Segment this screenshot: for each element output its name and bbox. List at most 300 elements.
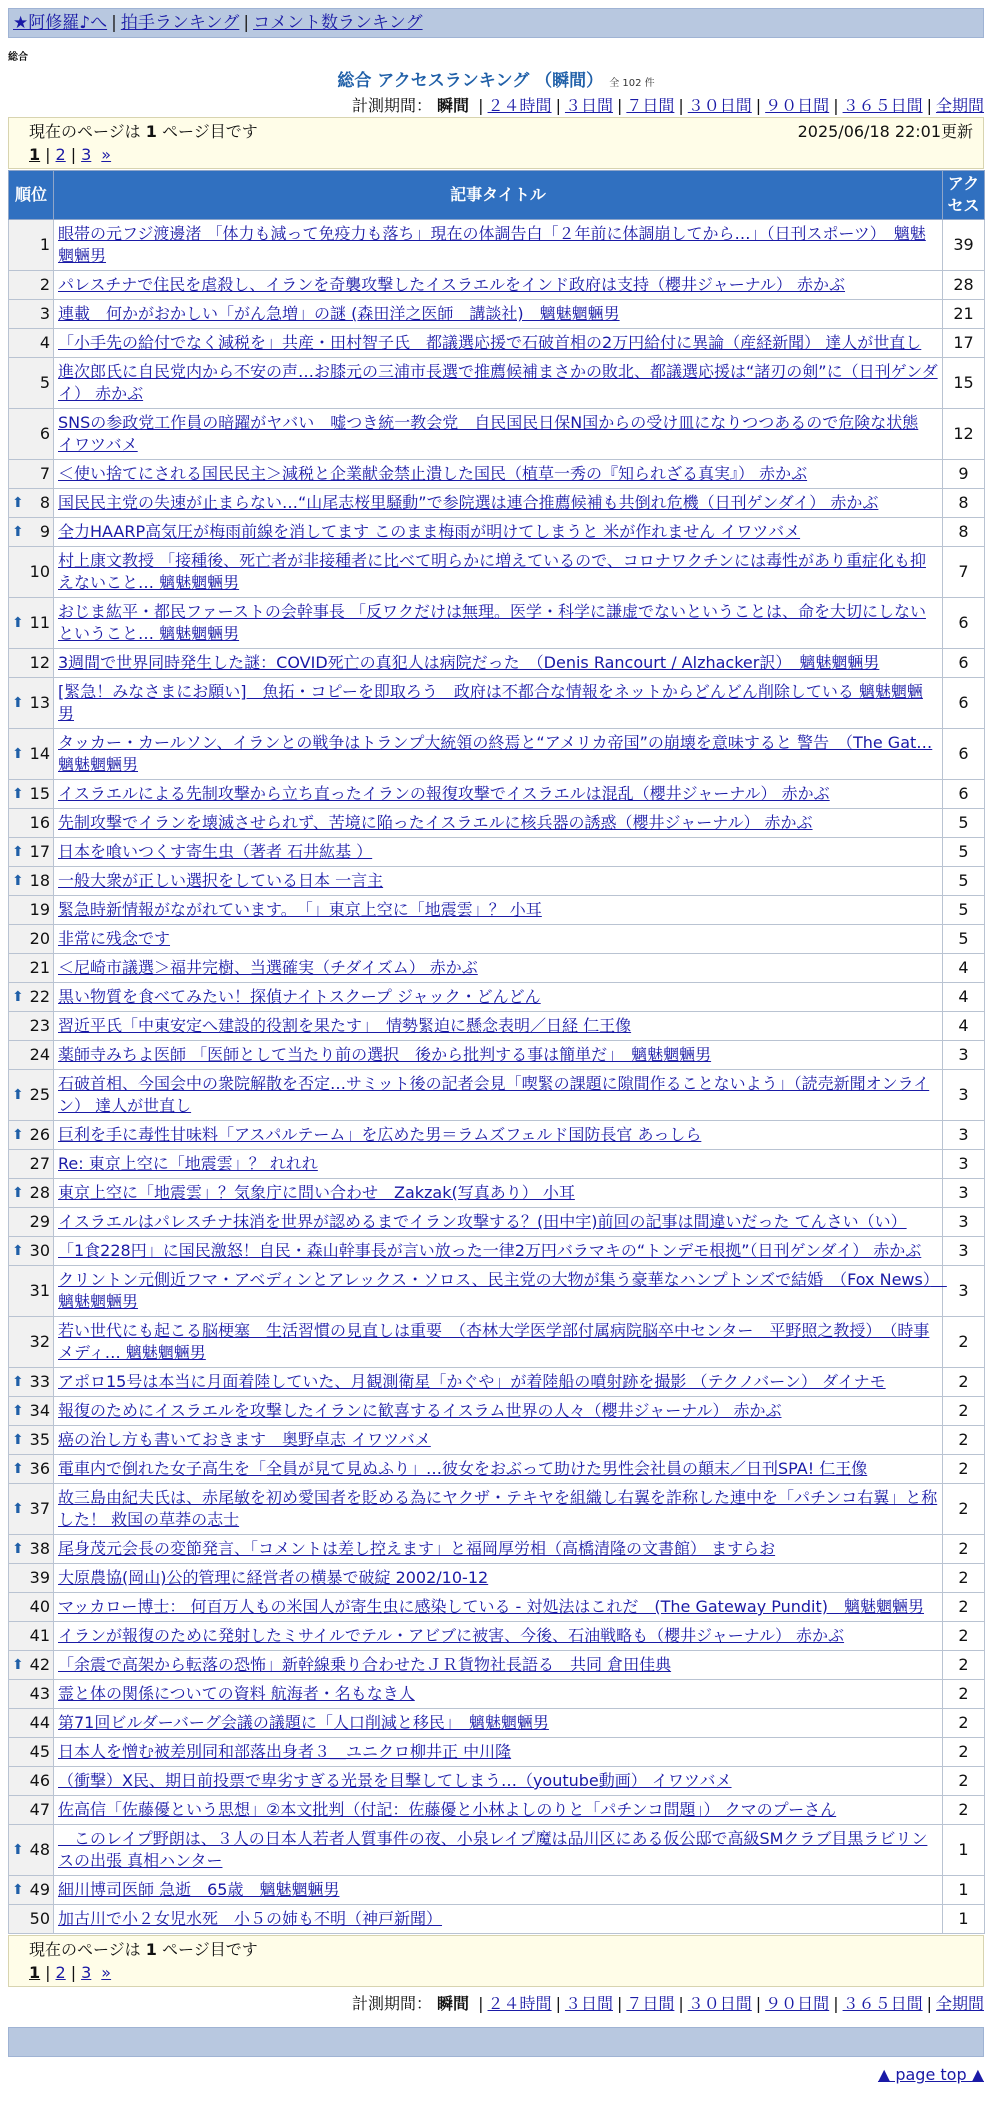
article-title-link[interactable]: 若い世代にも起こる脳梗塞 生活習慣の見直しは重要 （杏林大学医学部付属病院脳卒中センター 平野照之教授） （時事メディ… 魑魅魍魎男 bbox=[58, 1321, 930, 1362]
article-title-link[interactable]: おじま紘平・都民ファーストの会幹事長 「反ワクだけは無理。医学・科学に謙虚でないということは、命を大切にしないということ… 魑魅魍魎男 bbox=[58, 602, 926, 643]
article-title-link[interactable]: 先制攻撃でイランを壊滅させられず、苦境に陥ったイスラエルに核兵器の誘惑（櫻井ジャーナル） 赤かぶ bbox=[58, 813, 813, 832]
rank-cell bbox=[9, 1876, 54, 1905]
rank-number: 33 bbox=[29, 1372, 50, 1391]
rank-cell bbox=[9, 1709, 54, 1738]
period-sep: | bbox=[926, 96, 932, 115]
rank-number: 23 bbox=[29, 1016, 50, 1035]
table-row bbox=[9, 649, 985, 678]
rank-number: 26 bbox=[29, 1125, 50, 1144]
period-sep: | bbox=[616, 1994, 623, 2013]
rank-cell bbox=[9, 329, 54, 358]
rank-cell bbox=[9, 1680, 54, 1709]
table-row bbox=[9, 271, 985, 300]
article-title-link[interactable]: Re: 東京上空に「地震雲」？ れれれ bbox=[58, 1154, 318, 1173]
title-cell bbox=[54, 1622, 943, 1651]
access-count: 3 bbox=[943, 1266, 985, 1317]
article-title-link[interactable]: 細川博司医師 急逝 65歳 魑魅魍魎男 bbox=[58, 1880, 340, 1899]
period-link[interactable]: ３０日間 bbox=[687, 96, 752, 115]
access-count: 2 bbox=[943, 1397, 985, 1426]
pager-links: 1 | 2 | 3 » bbox=[29, 1963, 112, 1982]
table-row bbox=[9, 983, 985, 1012]
ranking-title: 総合 アクセスランキング （瞬間） bbox=[337, 71, 604, 91]
period-sep: | bbox=[678, 1994, 684, 2013]
article-title-link[interactable]: 全力HAARP高気圧が梅雨前線を消してます このまま梅雨が明けてしまうと 米が作れません イワツバメ bbox=[58, 522, 801, 541]
title-cell bbox=[54, 460, 943, 489]
period-current: 瞬間 bbox=[437, 96, 470, 115]
rank-number: 15 bbox=[29, 784, 50, 803]
table-row bbox=[9, 460, 985, 489]
title-cell bbox=[54, 1070, 943, 1121]
article-title-link[interactable]: 3週間で世界同時発生した謎：COVID死亡の真犯人は病院だった （Denis Rancourt / Alzhacker訳） 魑魅魍魎男 bbox=[58, 653, 880, 672]
table-row bbox=[9, 1070, 985, 1121]
period-link[interactable]: ２４時間 bbox=[487, 1994, 552, 2013]
rank-number: 7 bbox=[39, 464, 50, 483]
table-row bbox=[9, 358, 985, 409]
title-cell bbox=[54, 1484, 943, 1535]
title-cell bbox=[54, 925, 943, 954]
rank-number: 18 bbox=[29, 871, 50, 890]
article-title-link[interactable]: 大原農協(岡山)公的管理に経営者の横暴で破綻 2002/10-12 bbox=[58, 1568, 489, 1587]
period-label: 計測期間： bbox=[351, 1994, 432, 2013]
rank-number: 36 bbox=[29, 1459, 50, 1478]
rank-up-arrow-icon: ⬆ bbox=[12, 1541, 24, 1557]
article-title-link[interactable]: 第71回ビルダーバーグ会議の議題に「人口削減と移民」 魑魅魍魎男 bbox=[58, 1713, 549, 1732]
table-header-row bbox=[9, 171, 985, 220]
access-count: 21 bbox=[943, 300, 985, 329]
table-row bbox=[9, 1012, 985, 1041]
title-cell bbox=[54, 1266, 947, 1317]
article-title-link[interactable]: 故三島由紀夫氏は、赤尾敏を初め愛国者を貶める為にヤクザ・テキヤを組織し右翼を詐称した連中を「パチンコ右翼」と称した！ 救国の草莽の志士 bbox=[58, 1488, 938, 1529]
access-count: 2 bbox=[943, 1709, 985, 1738]
article-title-link[interactable]: 薬師寺みちよ医師 「医師として当たり前の選択 後から批判する事は簡単だ」 魑魅魍魎男 bbox=[58, 1045, 712, 1064]
header-rank: 順位 bbox=[9, 171, 54, 220]
article-title-link[interactable]: アポロ15号は本当に月面着陸していた、月観測衛星「かぐや」が着陸船の噴射跡を撮影 （テクノバーン） ダイナモ bbox=[58, 1372, 886, 1391]
article-title-link[interactable]: イスラエルはパレスチナ抹消を世界が認めるまでイラン攻撃する？(田中宇)前回の記事は間違いだった てんさい（い） bbox=[58, 1212, 907, 1231]
article-title-link[interactable]: 加古川で小２女児水死 小５の姉も不明（神戸新聞） bbox=[58, 1909, 443, 1928]
title-cell bbox=[54, 954, 943, 983]
rank-cell bbox=[9, 1179, 54, 1208]
rank-cell bbox=[9, 896, 54, 925]
rank-number: 38 bbox=[29, 1539, 50, 1558]
period-link[interactable]: ３６５日間 bbox=[842, 96, 923, 115]
rank-cell bbox=[9, 1266, 54, 1317]
table-row bbox=[9, 1796, 985, 1825]
article-title-link[interactable]: クリントン元側近フマ・アベディンとアレックス・ソロス、民主党の大物が集う豪華なハンプトンズで結婚 （Fox News） 魑魅魍魎男 bbox=[58, 1270, 947, 1311]
period-link[interactable]: ９０日間 bbox=[765, 96, 830, 115]
period-link[interactable]: ９０日間 bbox=[765, 1994, 830, 2013]
title-cell bbox=[54, 896, 943, 925]
access-count: 12 bbox=[943, 409, 985, 460]
rank-cell bbox=[9, 598, 54, 649]
rank-cell bbox=[9, 518, 54, 547]
rank-number: 35 bbox=[29, 1430, 50, 1449]
article-title-link[interactable]: 一般大衆が正しい選択をしている日本 一言主 bbox=[58, 871, 384, 890]
title-cell bbox=[54, 1237, 943, 1266]
rank-number: 8 bbox=[39, 493, 50, 512]
page-current: 1 bbox=[29, 145, 41, 164]
rank-number: 45 bbox=[29, 1742, 50, 1761]
rank-cell bbox=[9, 1825, 54, 1876]
rank-up-arrow-icon: ⬆ bbox=[12, 615, 24, 631]
page-link-3[interactable]: 3 bbox=[81, 145, 92, 164]
rank-number: 32 bbox=[29, 1332, 50, 1351]
title-cell bbox=[54, 1535, 943, 1564]
rank-number: 34 bbox=[29, 1401, 50, 1420]
access-count: 3 bbox=[943, 1041, 985, 1070]
table-row bbox=[9, 300, 985, 329]
access-count: 9 bbox=[943, 460, 985, 489]
title-cell bbox=[54, 780, 943, 809]
pager-status: 現在のページは 1 ページ目です bbox=[29, 122, 258, 141]
period-sep: | bbox=[926, 1994, 932, 2013]
access-count: 2 bbox=[943, 1317, 985, 1368]
title-cell bbox=[54, 1317, 943, 1368]
rank-cell bbox=[9, 1796, 54, 1825]
access-count: 2 bbox=[943, 1738, 985, 1767]
title-cell bbox=[54, 809, 943, 838]
table-row bbox=[9, 838, 985, 867]
title-cell bbox=[54, 1397, 943, 1426]
access-count: 2 bbox=[943, 1651, 985, 1680]
access-count: 2 bbox=[943, 1767, 985, 1796]
rank-number: 39 bbox=[29, 1568, 50, 1587]
rank-cell bbox=[9, 1397, 54, 1426]
article-title-link[interactable]: 習近平氏「中東安定へ建設的役割を果たす」 情勢緊迫に懸念表明／日経 仁王像 bbox=[58, 1016, 632, 1035]
article-title-link[interactable]: ＜使い捨てにされる国民民主＞減税と企業献金禁止潰した国民（植草一秀の『知られざる真実』） 赤かぶ bbox=[58, 464, 808, 483]
access-count: 5 bbox=[943, 867, 985, 896]
rank-cell bbox=[9, 1484, 54, 1535]
period-selector-bottom bbox=[8, 1993, 984, 2015]
title-cell bbox=[54, 547, 943, 598]
rank-cell bbox=[9, 358, 54, 409]
rank-cell bbox=[9, 809, 54, 838]
total-count: 全 102 件 bbox=[609, 78, 655, 89]
article-title-link[interactable]: 霊と体の関係についての資料 航海者・名もなき人 bbox=[58, 1684, 415, 1703]
rank-number: 24 bbox=[29, 1045, 50, 1064]
title-cell bbox=[54, 329, 943, 358]
title-cell bbox=[54, 1041, 943, 1070]
table-row bbox=[9, 1426, 985, 1455]
page-next-link[interactable]: » bbox=[101, 1963, 112, 1982]
page-link-2[interactable]: 2 bbox=[55, 145, 66, 164]
article-title-link[interactable]: 「余震で高架から転落の恐怖」新幹線乗り合わせたＪＲ貨物社長語る 共同 倉田佳典 bbox=[58, 1655, 672, 1674]
table-row bbox=[9, 1825, 985, 1876]
rank-cell bbox=[9, 954, 54, 983]
title-cell bbox=[54, 1593, 943, 1622]
rank-number: 16 bbox=[29, 813, 50, 832]
article-title-link[interactable]: 非常に残念です bbox=[58, 929, 171, 948]
access-count: 2 bbox=[943, 1535, 985, 1564]
article-title-link[interactable]: マッカロー博士： 何百万人もの米国人が寄生虫に感染している - 対処法はこれだ (The Gateway Pundit) 魑魅魍魎男 bbox=[58, 1597, 925, 1616]
access-count: 4 bbox=[943, 1012, 985, 1041]
page bbox=[8, 0, 984, 2084]
rank-up-arrow-icon: ⬆ bbox=[12, 1403, 24, 1419]
rank-number: 27 bbox=[29, 1154, 50, 1173]
rank-number: 1 bbox=[39, 235, 50, 254]
access-count: 5 bbox=[943, 896, 985, 925]
article-title-link[interactable]: 緊急時新情報がながれています。 「」東京上空に「地震雲」？ 小耳 bbox=[58, 900, 542, 919]
nav-link-comment-ranking[interactable]: コメント数ランキング bbox=[253, 13, 423, 33]
nav-link-asyura[interactable]: ★阿修羅♪へ bbox=[13, 13, 108, 33]
rank-up-arrow-icon: ⬆ bbox=[12, 746, 24, 762]
article-title-link[interactable]: 国民民主党の失速が止まらない…“山尾志桜里騒動”で参院選は連合推薦候補も共倒れ危機（日刊ゲンダイ） 赤かぶ bbox=[58, 493, 879, 512]
period-current: 瞬間 bbox=[437, 1994, 470, 2013]
updated-time: 2025/06/18 22:01更新 bbox=[797, 122, 973, 141]
article-title-link[interactable]: 巨利を手に毒性甘味料「アスパルテーム」を広めた男＝ラムズフェルド国防長官 あっしら bbox=[58, 1125, 702, 1144]
period-link[interactable]: ３０日間 bbox=[687, 1994, 752, 2013]
rank-cell bbox=[9, 489, 54, 518]
title-cell bbox=[54, 409, 943, 460]
rank-up-arrow-icon: ⬆ bbox=[12, 786, 24, 802]
rank-number: 49 bbox=[29, 1880, 50, 1899]
access-count: 39 bbox=[943, 220, 985, 271]
period-link[interactable]: ３６５日間 bbox=[842, 1994, 923, 2013]
table-row bbox=[9, 678, 985, 729]
rank-number: 25 bbox=[29, 1085, 50, 1104]
title-cell bbox=[54, 358, 943, 409]
rank-cell bbox=[9, 1426, 54, 1455]
table-row bbox=[9, 809, 985, 838]
title-cell bbox=[54, 489, 943, 518]
rank-number: 31 bbox=[29, 1281, 50, 1300]
rank-number: 19 bbox=[29, 900, 50, 919]
period-link[interactable]: ２４時間 bbox=[487, 96, 552, 115]
rank-number: 44 bbox=[29, 1713, 50, 1732]
ranking-title-block bbox=[8, 66, 984, 91]
access-count: 3 bbox=[943, 1150, 985, 1179]
rank-up-arrow-icon: ⬆ bbox=[12, 1501, 24, 1517]
access-count: 2 bbox=[943, 1564, 985, 1593]
article-title-link[interactable]: （衝撃）X民、期日前投票で卑劣すぎる光景を目撃してしまう…（youtube動画） イワツバメ bbox=[58, 1771, 732, 1790]
rank-cell bbox=[9, 678, 54, 729]
table-row bbox=[9, 1397, 985, 1426]
access-count: 28 bbox=[943, 271, 985, 300]
title-cell bbox=[54, 838, 943, 867]
period-link[interactable]: ７日間 bbox=[626, 96, 675, 115]
period-link[interactable]: ３日間 bbox=[564, 96, 613, 115]
article-title-link[interactable]: 佐高信「佐藤優という思想」②本文批判（付記：佐藤優と小林よしのりと「パチンコ問題」） クマのプーさん bbox=[58, 1800, 837, 1819]
access-count: 3 bbox=[943, 1237, 985, 1266]
table-row bbox=[9, 1041, 985, 1070]
ranking-table-body bbox=[9, 220, 985, 1934]
article-title-link[interactable]: 日本を喰いつくす寄生虫（著者 石井紘基 ） bbox=[58, 842, 373, 861]
access-count: 1 bbox=[943, 1876, 985, 1905]
article-title-link[interactable]: 眼帯の元フジ渡邊渚 「体力も減って免疫力も落ち」現在の体調告白「２年前に体調崩してから…」（日刊スポーツ） 魑魅魍魎男 bbox=[58, 224, 926, 265]
title-cell bbox=[54, 300, 943, 329]
article-title-link[interactable]: 村上康文教授 「接種後、死亡者が非接種者に比べて明らかに増えているので、コロナワクチンには毒性があり重症化も抑えないこと… 魑魅魍魎男 bbox=[58, 551, 926, 592]
table-row bbox=[9, 598, 985, 649]
table-row bbox=[9, 518, 985, 547]
rank-up-arrow-icon: ⬆ bbox=[12, 1374, 24, 1390]
rank-number: 20 bbox=[29, 929, 50, 948]
access-count: 2 bbox=[943, 1455, 985, 1484]
title-cell bbox=[54, 1208, 943, 1237]
period-label: 計測期間： bbox=[351, 96, 432, 115]
pager-bottom bbox=[8, 1935, 984, 1987]
access-count: 2 bbox=[943, 1368, 985, 1397]
article-title-link[interactable]: [緊急！みなさまにお願い] 魚拓・コピーを即取ろう 政府は不都合な情報をネットからどんどん削除している 魑魅魍魎男 bbox=[58, 682, 923, 723]
access-count: 2 bbox=[943, 1680, 985, 1709]
category-label: 総合 bbox=[8, 52, 28, 63]
rank-cell bbox=[9, 271, 54, 300]
table-row bbox=[9, 1876, 985, 1905]
rank-cell bbox=[9, 300, 54, 329]
article-title-link[interactable]: 尾身茂元会長の変節発言、「コメントは差し控えます」と福岡厚労相（高橋清隆の文書館） ますらお bbox=[58, 1539, 776, 1558]
rank-cell bbox=[9, 547, 54, 598]
rank-up-arrow-icon: ⬆ bbox=[12, 1243, 24, 1259]
title-cell bbox=[54, 1368, 943, 1397]
table-row bbox=[9, 729, 985, 780]
rank-up-arrow-icon: ⬆ bbox=[12, 873, 24, 889]
access-count: 4 bbox=[943, 983, 985, 1012]
period-sep: | bbox=[833, 1994, 839, 2013]
rank-cell bbox=[9, 780, 54, 809]
pager-links: 1 | 2 | 3 » bbox=[29, 145, 112, 164]
nav-link-applause-ranking[interactable]: 拍手ランキング bbox=[120, 13, 240, 33]
period-link[interactable]: 全期間 bbox=[935, 96, 984, 115]
rank-cell bbox=[9, 1070, 54, 1121]
table-row bbox=[9, 489, 985, 518]
table-row bbox=[9, 1484, 985, 1535]
table-row bbox=[9, 1455, 985, 1484]
rank-cell bbox=[9, 649, 54, 678]
table-row bbox=[9, 1208, 985, 1237]
title-cell bbox=[54, 729, 943, 780]
access-count: 2 bbox=[943, 1593, 985, 1622]
article-title-link[interactable]: このレイプ野朗は、３人の日本人若者人質事件の夜、小泉レイプ魔は品川区にある仮公邸で高級SMクラブ目黒ラビリンスの出張 真相ハンター bbox=[58, 1829, 928, 1870]
title-cell bbox=[54, 1012, 943, 1041]
rank-number: 40 bbox=[29, 1597, 50, 1616]
article-title-link[interactable]: 黒い物質を食べてみたい！探偵ナイトスクープ ジャック・どんどん bbox=[58, 987, 541, 1006]
rank-number: 22 bbox=[29, 987, 50, 1006]
article-title-link[interactable]: 石破首相、今国会中の衆院解散を否定…サミット後の記者会見「喫緊の課題に隙間作ることないよう」（読売新聞オンライン） 達人が世直し bbox=[58, 1074, 930, 1115]
table-row bbox=[9, 1564, 985, 1593]
article-title-link[interactable]: パレスチナで住民を虐殺し、イランを奇襲攻撃したイスラエルをインド政府は支持（櫻井ジャーナル） 赤かぶ bbox=[58, 275, 846, 294]
table-row bbox=[9, 1317, 985, 1368]
access-count: 6 bbox=[943, 780, 985, 809]
table-row bbox=[9, 409, 985, 460]
access-count: 7 bbox=[943, 547, 985, 598]
rank-cell bbox=[9, 1535, 54, 1564]
rank-cell bbox=[9, 1317, 54, 1368]
rank-cell bbox=[9, 729, 54, 780]
footer-bar bbox=[8, 2027, 984, 2057]
article-title-link[interactable]: 報復のためにイスラエルを攻撃したイランに歓喜するイスラム世界の人々（櫻井ジャーナル） 赤かぶ bbox=[58, 1401, 782, 1420]
title-cell bbox=[54, 271, 943, 300]
rank-cell bbox=[9, 1738, 54, 1767]
access-count: 6 bbox=[943, 598, 985, 649]
rank-number: 5 bbox=[39, 373, 50, 392]
rank-cell bbox=[9, 1012, 54, 1041]
access-count: 5 bbox=[943, 809, 985, 838]
rank-number: 29 bbox=[29, 1212, 50, 1231]
article-title-link[interactable]: 電車内で倒れた女子高生を「全員が見て見ぬふり」…彼女をおぶって助けた男性会社員の顛末／日刊SPA! 仁王像 bbox=[58, 1459, 868, 1478]
rank-cell bbox=[9, 1121, 54, 1150]
rank-up-arrow-icon: ⬆ bbox=[12, 1882, 24, 1898]
article-title-link[interactable]: イランが報復のために発射したミサイルでテル・アビブに被害、今後、石油戦略も（櫻井ジャーナル） 赤かぶ bbox=[58, 1626, 845, 1645]
rank-up-arrow-icon: ⬆ bbox=[12, 1432, 24, 1448]
table-row bbox=[9, 1593, 985, 1622]
title-cell bbox=[54, 598, 943, 649]
access-count: 1 bbox=[943, 1905, 985, 1934]
article-title-link[interactable]: 東京上空に「地震雲」？気象庁に問い合わせ Zakzak(写真あり） 小耳 bbox=[58, 1183, 575, 1202]
rank-number: 28 bbox=[29, 1183, 50, 1202]
article-title-link[interactable]: タッカー・カールソン、イランとの戦争はトランプ大統領の終焉と“アメリカ帝国”の崩壊を意味すると 警告 （The Gat… 魑魅魍魎男 bbox=[58, 733, 933, 774]
page-top-link[interactable]: ▲ page top ▲ bbox=[877, 2065, 984, 2084]
rank-number: 13 bbox=[29, 693, 50, 712]
period-sep: | bbox=[478, 96, 484, 115]
rank-cell bbox=[9, 1564, 54, 1593]
period-sep: | bbox=[833, 96, 839, 115]
page-link-2[interactable]: 2 bbox=[55, 1963, 66, 1982]
access-count: 3 bbox=[943, 1208, 985, 1237]
access-count: 2 bbox=[943, 1426, 985, 1455]
header-title: 記事タイトル bbox=[54, 171, 943, 220]
article-title-link[interactable]: 癌の治し方も書いておきます 奥野卓志 イワツバメ bbox=[58, 1430, 431, 1449]
title-cell bbox=[54, 983, 943, 1012]
page-next-link[interactable]: » bbox=[101, 145, 112, 164]
table-row bbox=[9, 896, 985, 925]
article-title-link[interactable]: 日本人を憎む被差別同和部落出身者３＿ユニクロ柳井正 中川隆 bbox=[58, 1742, 512, 1761]
access-count: 1 bbox=[943, 1825, 985, 1876]
access-count: 4 bbox=[943, 954, 985, 983]
title-cell bbox=[54, 1876, 943, 1905]
rank-number: 14 bbox=[29, 744, 50, 763]
rank-up-arrow-icon: ⬆ bbox=[12, 1127, 24, 1143]
access-count: 8 bbox=[943, 518, 985, 547]
pager-top bbox=[8, 117, 984, 169]
article-title-link[interactable]: 「小手先の給付でなく減税を」共産・田村智子氏 都議選応援で石破首相の2万円給付に異論（産経新聞） 達人が世直し bbox=[58, 333, 922, 352]
article-title-link[interactable]: 「1食228円」に国民激怒！自民・森山幹事長が言い放った一律2万円バラマキの“トンデモ根拠”（日刊ゲンダイ） 赤かぶ bbox=[58, 1241, 922, 1260]
page-top-block bbox=[8, 2065, 984, 2084]
title-cell bbox=[54, 518, 943, 547]
rank-cell bbox=[9, 1651, 54, 1680]
title-cell bbox=[54, 1796, 943, 1825]
period-sep: | bbox=[555, 96, 561, 115]
rank-up-arrow-icon: ⬆ bbox=[12, 1185, 24, 1201]
access-count: 6 bbox=[943, 729, 985, 780]
title-cell bbox=[54, 1455, 943, 1484]
title-cell bbox=[54, 867, 943, 896]
article-title-link[interactable]: ＜尼崎市議選＞福井完樹、当選確実（チダイズム） 赤かぶ bbox=[58, 958, 478, 977]
rank-up-arrow-icon: ⬆ bbox=[12, 1087, 24, 1103]
article-title-link[interactable]: 進次郎氏に自民党内から不安の声…お膝元の三浦市長選で推薦候補まさかの敗北、都議選応援は“諸刃の剣”に（日刊ゲンダイ） 赤かぶ bbox=[58, 362, 938, 403]
rank-number: 42 bbox=[29, 1655, 50, 1674]
nav-sep: | bbox=[111, 13, 117, 33]
period-link[interactable]: 全期間 bbox=[935, 1994, 984, 2013]
article-title-link[interactable]: 連載 何かがおかしい「がん急増」の謎 (森田洋之医師 講談社) 魑魅魍魎男 bbox=[58, 304, 620, 323]
rank-up-arrow-icon: ⬆ bbox=[12, 844, 24, 860]
page-link-3[interactable]: 3 bbox=[81, 1963, 92, 1982]
period-link[interactable]: ３日間 bbox=[564, 1994, 613, 2013]
rank-cell bbox=[9, 1237, 54, 1266]
rank-up-arrow-icon: ⬆ bbox=[12, 1461, 24, 1477]
table-row bbox=[9, 1237, 985, 1266]
access-count: 3 bbox=[943, 1070, 985, 1121]
period-link[interactable]: ７日間 bbox=[626, 1994, 675, 2013]
access-count: 8 bbox=[943, 489, 985, 518]
rank-number: 10 bbox=[29, 562, 50, 581]
table-row bbox=[9, 1651, 985, 1680]
rank-cell bbox=[9, 1150, 54, 1179]
rank-number: 50 bbox=[29, 1909, 50, 1928]
table-row bbox=[9, 329, 985, 358]
rank-number: 47 bbox=[29, 1800, 50, 1819]
article-title-link[interactable]: SNSの参政党工作員の暗躍がヤバい 嘘つき統一教会党 自民国民日保N国からの受け皿になりつつあるので危険な状態 イワツバメ bbox=[58, 413, 919, 454]
rank-cell bbox=[9, 867, 54, 896]
article-title-link[interactable]: イスラエルによる先制攻撃から立ち直ったイランの報復攻撃でイスラエルは混乱（櫻井ジャーナル） 赤かぶ bbox=[58, 784, 830, 803]
period-sep: | bbox=[678, 96, 684, 115]
